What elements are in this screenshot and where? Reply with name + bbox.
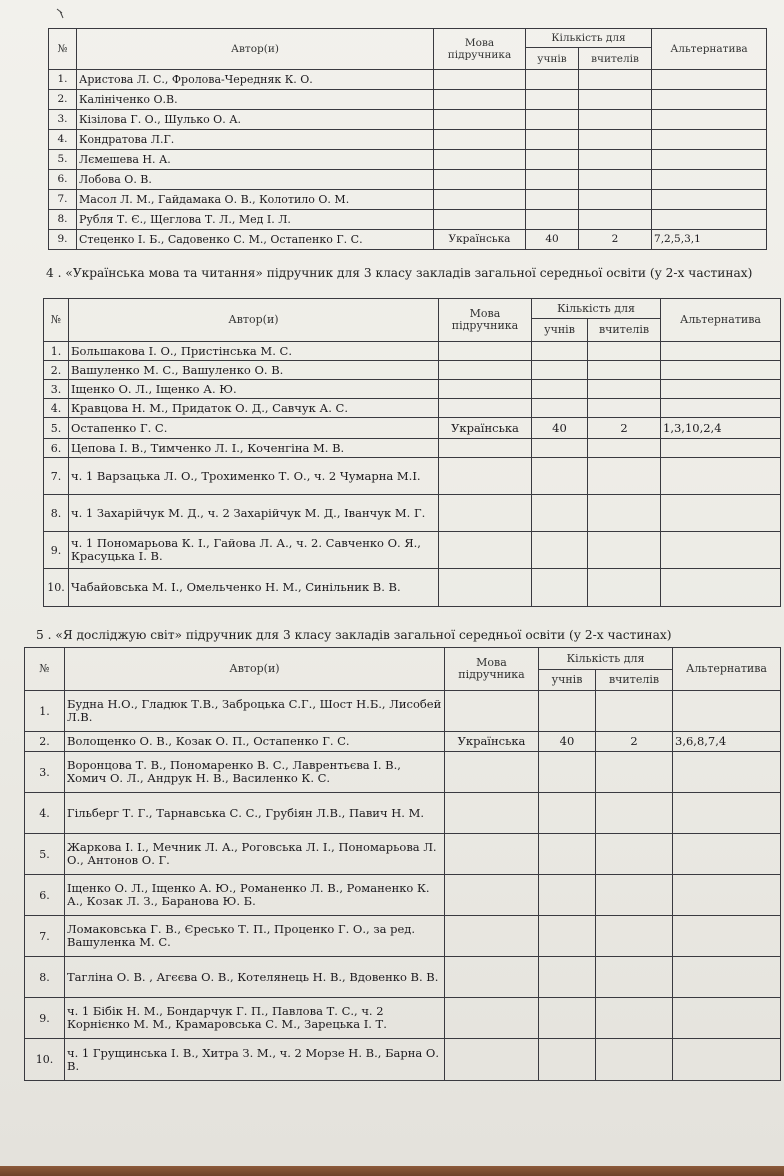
row-number: 1.	[25, 691, 65, 732]
author-cell: Большакова І. О., Пристінська М. С.	[69, 342, 439, 361]
author-cell: Воронцова Т. В., Пономаренко В. С., Лаврентьєва І. В., Хомич О. Л., Андрук Н. В., Василенко К. С.	[65, 752, 445, 793]
author-cell: Кізілова Г. О., Шулько О. А.	[77, 110, 434, 130]
table-row	[44, 342, 781, 361]
table-row	[44, 361, 781, 380]
table-row	[25, 793, 781, 834]
students-count-cell	[526, 210, 579, 230]
header-author: Автор(и)	[69, 299, 439, 342]
language-cell	[439, 532, 532, 569]
students-count-cell	[532, 439, 588, 458]
alternative-cell	[661, 380, 781, 399]
alternative-cell	[661, 458, 781, 495]
textbook-table-3	[48, 28, 767, 250]
author-cell: Вашуленко М. С., Вашуленко О. В.	[69, 361, 439, 380]
language-cell: Українська	[434, 230, 526, 250]
author-cell: Волощенко О. В., Козак О. П., Остапенко Г. С.	[65, 732, 445, 752]
header-quantity: Кількість для	[526, 29, 652, 48]
students-count-cell	[526, 70, 579, 90]
teachers-count-cell: 2	[596, 732, 673, 752]
author-cell: Ломаковська Г. В., Єресько Т. П., Проценко Г. О., за ред. Вашуленка М. С.	[65, 916, 445, 957]
row-number: 8.	[49, 210, 77, 230]
table-row	[44, 569, 781, 607]
row-number: 3.	[49, 110, 77, 130]
teachers-count-cell	[579, 110, 652, 130]
alternative-cell	[661, 569, 781, 607]
language-cell	[439, 399, 532, 418]
language-cell	[445, 1039, 539, 1081]
header-alternative: Альтернатива	[673, 648, 781, 691]
teachers-count-cell	[596, 793, 673, 834]
alternative-cell	[661, 399, 781, 418]
students-count-cell: 40	[532, 418, 588, 439]
table-row	[49, 210, 767, 230]
header-teachers: вчителів	[596, 670, 673, 691]
author-cell: Чабайовська М. І., Омельченко Н. М., Синільник В. В.	[69, 569, 439, 607]
alternative-cell	[661, 532, 781, 569]
author-cell: Аристова Л. С., Фролова-Чередняк К. О.	[77, 70, 434, 90]
author-cell: Іщенко О. Л., Іщенко А. Ю., Романенко Л. В., Романенко К. А., Козак Л. З., Баранова Ю. Б.	[65, 875, 445, 916]
teachers-count-cell	[579, 190, 652, 210]
row-number: 8.	[25, 957, 65, 998]
teachers-count-cell	[596, 691, 673, 732]
alternative-cell	[652, 70, 767, 90]
teachers-count-cell	[588, 439, 661, 458]
alternative-cell	[673, 916, 781, 957]
header-alternative: Альтернатива	[652, 29, 767, 70]
table-row	[25, 875, 781, 916]
header-students: учнів	[532, 319, 588, 342]
author-cell: Масол Л. М., Гайдамака О. В., Колотило О. М.	[77, 190, 434, 210]
row-number: 6.	[49, 170, 77, 190]
desk-edge	[0, 1166, 784, 1176]
row-number: 2.	[49, 90, 77, 110]
teachers-count-cell: 2	[579, 230, 652, 250]
language-cell	[445, 752, 539, 793]
language-cell	[434, 90, 526, 110]
language-cell	[439, 458, 532, 495]
row-number: 7.	[25, 916, 65, 957]
students-count-cell	[526, 110, 579, 130]
header-author: Автор(и)	[65, 648, 445, 691]
alternative-cell	[673, 752, 781, 793]
language-cell	[445, 793, 539, 834]
language-cell	[445, 957, 539, 998]
table-row	[49, 170, 767, 190]
row-number: 7.	[44, 458, 69, 495]
author-cell: Цепова І. В., Тимченко Л. І., Коченгіна М. В.	[69, 439, 439, 458]
table-row	[44, 532, 781, 569]
language-cell	[434, 130, 526, 150]
language-cell	[434, 70, 526, 90]
language-cell	[445, 875, 539, 916]
students-count-cell	[532, 495, 588, 532]
teachers-count-cell	[579, 90, 652, 110]
table-row	[44, 495, 781, 532]
author-cell: ч. 1 Бібік Н. М., Бондарчук Г. П., Павлова Т. С., ч. 2 Корнієнко М. М., Крамаровська С. М., Зарецька І. Т.	[65, 998, 445, 1039]
alternative-cell	[673, 834, 781, 875]
alternative-cell	[661, 495, 781, 532]
students-count-cell	[526, 170, 579, 190]
author-cell: Стеценко І. Б., Садовенко С. М., Остапенко Г. С.	[77, 230, 434, 250]
row-number: 10.	[25, 1039, 65, 1081]
table-row	[25, 732, 781, 752]
language-cell	[434, 110, 526, 130]
students-count-cell	[532, 569, 588, 607]
alternative-cell	[652, 110, 767, 130]
author-cell: Кондратова Л.Г.	[77, 130, 434, 150]
alternative-cell	[652, 170, 767, 190]
table-row	[25, 916, 781, 957]
row-number: 5.	[49, 150, 77, 170]
table-row	[49, 230, 767, 250]
students-count-cell	[532, 458, 588, 495]
students-count-cell	[526, 130, 579, 150]
alternative-cell	[652, 190, 767, 210]
students-count-cell	[526, 150, 579, 170]
students-count-cell	[539, 1039, 596, 1081]
textbook-table-5	[24, 647, 781, 1081]
table-row	[25, 752, 781, 793]
author-cell: Калініченко О.В.	[77, 90, 434, 110]
language-cell	[445, 834, 539, 875]
students-count-cell	[532, 361, 588, 380]
language-cell: Українська	[439, 418, 532, 439]
author-cell: Кравцова Н. М., Придаток О. Д., Савчук А. С.	[69, 399, 439, 418]
header-teachers: вчителів	[579, 48, 652, 70]
language-cell	[439, 361, 532, 380]
students-count-cell	[539, 875, 596, 916]
alternative-cell	[652, 150, 767, 170]
row-number: 2.	[44, 361, 69, 380]
teachers-count-cell	[596, 957, 673, 998]
language-cell	[445, 691, 539, 732]
table-row	[44, 399, 781, 418]
header-author: Автор(и)	[77, 29, 434, 70]
language-cell	[434, 190, 526, 210]
row-number: 9.	[44, 532, 69, 569]
row-number: 1.	[44, 342, 69, 361]
row-number: 2.	[25, 732, 65, 752]
students-count-cell	[532, 380, 588, 399]
teachers-count-cell	[579, 70, 652, 90]
row-number: 3.	[25, 752, 65, 793]
header-students: учнів	[539, 670, 596, 691]
teachers-count-cell	[596, 1039, 673, 1081]
table-row	[25, 998, 781, 1039]
students-count-cell	[532, 532, 588, 569]
table-row	[25, 691, 781, 732]
header-students: учнів	[526, 48, 579, 70]
language-cell	[434, 170, 526, 190]
header-teachers: вчителів	[588, 319, 661, 342]
language-cell	[439, 569, 532, 607]
table-row	[25, 1039, 781, 1081]
alternative-cell	[673, 793, 781, 834]
language-cell	[439, 380, 532, 399]
author-cell: Остапенко Г. С.	[69, 418, 439, 439]
alternative-cell	[673, 957, 781, 998]
row-number: 1.	[49, 70, 77, 90]
teachers-count-cell	[588, 532, 661, 569]
students-count-cell	[532, 342, 588, 361]
teachers-count-cell	[596, 752, 673, 793]
author-cell: Тагліна О. В. , Агєєва О. В., Котелянець Н. В., Вдовенко В. В.	[65, 957, 445, 998]
section-4-heading: 4 . «Українська мова та читання» підручник для 3 класу закладів загальної середньої освіти (у 2-х частинах)	[46, 266, 753, 280]
author-cell: Рубля Т. Є., Щеглова Т. Л., Мед І. Л.	[77, 210, 434, 230]
language-cell	[439, 495, 532, 532]
students-count-cell: 40	[539, 732, 596, 752]
header-language: Мова підручника	[434, 29, 526, 70]
table-row	[49, 110, 767, 130]
teachers-count-cell	[596, 834, 673, 875]
author-cell: Лобова О. В.	[77, 170, 434, 190]
table-row	[44, 458, 781, 495]
header-num: №	[44, 299, 69, 342]
alternative-cell	[673, 998, 781, 1039]
alternative-cell: 3,6,8,7,4	[673, 732, 781, 752]
header-num: №	[49, 29, 77, 70]
teachers-count-cell	[596, 998, 673, 1039]
teachers-count-cell: 2	[588, 418, 661, 439]
table-row	[44, 380, 781, 399]
row-number: 7.	[49, 190, 77, 210]
author-cell: Іщенко О. Л., Іщенко А. Ю.	[69, 380, 439, 399]
author-cell: Лємешева Н. А.	[77, 150, 434, 170]
header-alternative: Альтернатива	[661, 299, 781, 342]
teachers-count-cell	[588, 399, 661, 418]
students-count-cell	[539, 916, 596, 957]
students-count-cell	[539, 793, 596, 834]
alternative-cell	[673, 1039, 781, 1081]
language-cell	[445, 916, 539, 957]
alternative-cell: 1,3,10,2,4	[661, 418, 781, 439]
language-cell	[434, 210, 526, 230]
alternative-cell	[661, 439, 781, 458]
author-cell: ч. 1 Варзацька Л. О., Трохименко Т. О., ч. 2 Чумарна М.І.	[69, 458, 439, 495]
pen-mark	[56, 8, 64, 20]
author-cell: ч. 1 Пономарьова К. І., Гайова Л. А., ч. 2. Савченко О. Я., Красуцька І. В.	[69, 532, 439, 569]
teachers-count-cell	[588, 569, 661, 607]
author-cell: ч. 1 Грущинська І. В., Хитра З. М., ч. 2 Морзе Н. В., Барна О. В.	[65, 1039, 445, 1081]
teachers-count-cell	[588, 458, 661, 495]
teachers-count-cell	[579, 170, 652, 190]
alternative-cell	[673, 875, 781, 916]
row-number: 9.	[49, 230, 77, 250]
teachers-count-cell	[579, 150, 652, 170]
row-number: 4.	[49, 130, 77, 150]
language-cell	[439, 342, 532, 361]
row-number: 9.	[25, 998, 65, 1039]
teachers-count-cell	[579, 130, 652, 150]
row-number: 6.	[25, 875, 65, 916]
students-count-cell	[526, 90, 579, 110]
header-num: №	[25, 648, 65, 691]
teachers-count-cell	[588, 380, 661, 399]
table-row	[49, 150, 767, 170]
teachers-count-cell	[588, 342, 661, 361]
table-row	[49, 70, 767, 90]
header-language: Мова підручника	[439, 299, 532, 342]
language-cell: Українська	[445, 732, 539, 752]
table-row	[44, 439, 781, 458]
students-count-cell: 40	[526, 230, 579, 250]
row-number: 3.	[44, 380, 69, 399]
students-count-cell	[539, 957, 596, 998]
row-number: 6.	[44, 439, 69, 458]
teachers-count-cell	[596, 916, 673, 957]
students-count-cell	[539, 834, 596, 875]
language-cell	[434, 150, 526, 170]
author-cell: Жаркова І. І., Мечник Л. А., Роговська Л. І., Пономарьова Л. О., Антонов О. Г.	[65, 834, 445, 875]
row-number: 5.	[44, 418, 69, 439]
header-quantity: Кількість для	[539, 648, 673, 670]
alternative-cell	[652, 90, 767, 110]
language-cell	[439, 439, 532, 458]
alternative-cell	[652, 130, 767, 150]
language-cell	[445, 998, 539, 1039]
author-cell: Будна Н.О., Гладюк Т.В., Заброцька С.Г., Шост Н.Б., Лисобей Л.В.	[65, 691, 445, 732]
teachers-count-cell	[588, 361, 661, 380]
students-count-cell	[532, 399, 588, 418]
alternative-cell: 7,2,5,3,1	[652, 230, 767, 250]
table-row	[49, 130, 767, 150]
table-row	[25, 957, 781, 998]
students-count-cell	[526, 190, 579, 210]
alternative-cell	[661, 361, 781, 380]
author-cell: ч. 1 Захарійчук М. Д., ч. 2 Захарійчук М. Д., Іванчук М. Г.	[69, 495, 439, 532]
row-number: 8.	[44, 495, 69, 532]
row-number: 5.	[25, 834, 65, 875]
alternative-cell	[673, 691, 781, 732]
header-quantity: Кількість для	[532, 299, 661, 319]
students-count-cell	[539, 998, 596, 1039]
teachers-count-cell	[588, 495, 661, 532]
teachers-count-cell	[579, 210, 652, 230]
table-row	[49, 190, 767, 210]
alternative-cell	[652, 210, 767, 230]
table-row	[49, 90, 767, 110]
students-count-cell	[539, 752, 596, 793]
textbook-table-4	[43, 298, 781, 607]
row-number: 4.	[44, 399, 69, 418]
header-language: Мова підручника	[445, 648, 539, 691]
table-row	[44, 418, 781, 439]
row-number: 10.	[44, 569, 69, 607]
teachers-count-cell	[596, 875, 673, 916]
students-count-cell	[539, 691, 596, 732]
alternative-cell	[661, 342, 781, 361]
author-cell: Гільберг Т. Г., Тарнавська С. С., Грубіян Л.В., Павич Н. М.	[65, 793, 445, 834]
section-5-heading: 5 . «Я досліджую світ» підручник для 3 класу закладів загальної середньої освіти (у 2-х частинах)	[36, 628, 672, 642]
table-row	[25, 834, 781, 875]
row-number: 4.	[25, 793, 65, 834]
